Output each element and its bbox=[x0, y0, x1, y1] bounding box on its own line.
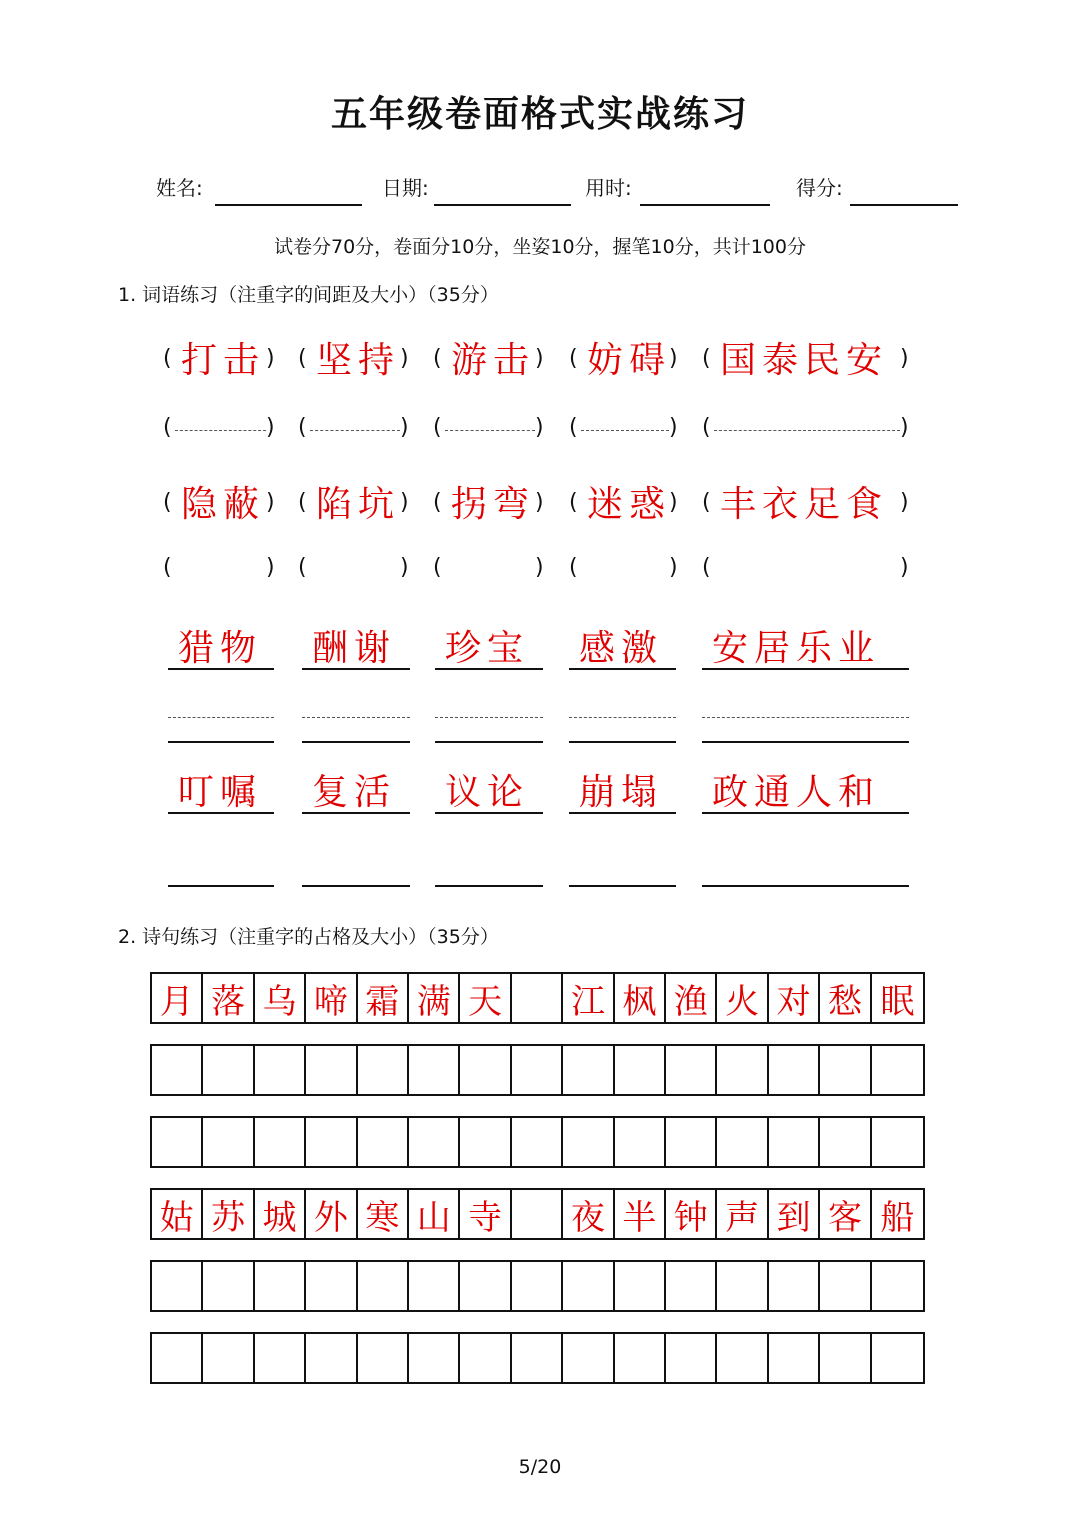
page-title: 五年级卷面格式实战练习 bbox=[330, 94, 749, 135]
close-paren: ) bbox=[900, 415, 909, 440]
answer-line[interactable] bbox=[569, 885, 676, 887]
practice-cell[interactable] bbox=[203, 1046, 254, 1094]
poem-char-cell: 钟 bbox=[666, 1190, 717, 1238]
practice-cell[interactable] bbox=[769, 1334, 820, 1382]
poem-char-cell: 月 bbox=[152, 974, 203, 1022]
poem-char-cell: 船 bbox=[880, 1197, 915, 1238]
practice-cell[interactable] bbox=[255, 1046, 306, 1094]
practice-cell[interactable] bbox=[152, 1118, 203, 1166]
practice-word: 议论 bbox=[445, 772, 530, 813]
section2-heading: 2. 诗句练习（注重字的占格及大小）（35分） bbox=[118, 926, 499, 948]
practice-word: 叮嘱 bbox=[178, 772, 263, 813]
poem-char-cell: 苏 bbox=[203, 1190, 254, 1238]
word-underline bbox=[168, 812, 274, 814]
practice-cell[interactable] bbox=[717, 1334, 768, 1382]
answer-line[interactable] bbox=[702, 885, 909, 887]
practice-cell[interactable] bbox=[306, 1334, 357, 1382]
word-underline bbox=[302, 668, 410, 670]
word-underline bbox=[168, 668, 274, 670]
practice-grid-row bbox=[150, 1044, 925, 1096]
practice-word: 坚持 bbox=[316, 340, 401, 381]
practice-cell[interactable] bbox=[306, 1046, 357, 1094]
practice-cell[interactable] bbox=[872, 1334, 923, 1382]
practice-cell[interactable] bbox=[409, 1046, 460, 1094]
answer-line[interactable] bbox=[435, 885, 543, 887]
practice-cell[interactable] bbox=[615, 1046, 666, 1094]
practice-word: 安居乐业 bbox=[712, 628, 881, 669]
open-paren: ( bbox=[298, 346, 307, 371]
practice-cell[interactable] bbox=[460, 1118, 511, 1166]
practice-word: 复活 bbox=[312, 772, 397, 813]
practice-cell[interactable] bbox=[872, 1046, 923, 1094]
open-paren: ( bbox=[569, 346, 578, 371]
practice-cell[interactable] bbox=[615, 1262, 666, 1310]
practice-cell[interactable] bbox=[666, 1262, 717, 1310]
answer-line[interactable] bbox=[302, 885, 410, 887]
poem-char-cell: 城 bbox=[255, 1190, 306, 1238]
practice-cell[interactable] bbox=[203, 1118, 254, 1166]
open-paren: ( bbox=[298, 415, 307, 440]
poem-grid-row bbox=[150, 1188, 925, 1240]
score-field[interactable] bbox=[850, 204, 958, 206]
practice-cell[interactable] bbox=[409, 1118, 460, 1166]
guide-line bbox=[702, 717, 909, 718]
open-paren: ( bbox=[163, 490, 172, 515]
practice-cell[interactable] bbox=[203, 1262, 254, 1310]
practice-grid-row bbox=[150, 1332, 925, 1384]
practice-cell[interactable] bbox=[820, 1046, 871, 1094]
answer-blank[interactable] bbox=[714, 555, 900, 585]
poem-char-cell: 愁 bbox=[820, 974, 871, 1022]
poem-grid-row bbox=[150, 972, 925, 1024]
practice-cell[interactable] bbox=[255, 1334, 306, 1382]
practice-cell[interactable] bbox=[255, 1118, 306, 1166]
practice-cell[interactable] bbox=[563, 1046, 614, 1094]
guide-line bbox=[302, 717, 410, 718]
answer-blank[interactable] bbox=[714, 415, 900, 445]
practice-cell[interactable] bbox=[563, 1334, 614, 1382]
open-paren: ( bbox=[702, 490, 711, 515]
poem-char-cell: 半 bbox=[615, 1190, 666, 1238]
close-paren: ) bbox=[400, 555, 409, 580]
practice-cell[interactable] bbox=[666, 1118, 717, 1166]
answer-blank[interactable] bbox=[310, 415, 400, 445]
close-paren: ) bbox=[535, 555, 544, 580]
practice-cell[interactable] bbox=[152, 1262, 203, 1310]
word-underline bbox=[302, 812, 410, 814]
practice-word: 猎物 bbox=[178, 628, 263, 669]
close-paren: ) bbox=[669, 490, 678, 515]
practice-cell[interactable] bbox=[512, 1262, 563, 1310]
guide-line bbox=[435, 717, 543, 718]
open-paren: ( bbox=[569, 555, 578, 580]
poem-char-cell: 眠 bbox=[880, 981, 915, 1022]
open-paren: ( bbox=[702, 346, 711, 371]
practice-word: 隐蔽 bbox=[181, 484, 266, 525]
practice-cell[interactable] bbox=[409, 1262, 460, 1310]
practice-cell[interactable] bbox=[769, 1118, 820, 1166]
time-field[interactable] bbox=[640, 204, 770, 206]
open-paren: ( bbox=[569, 415, 578, 440]
practice-cell[interactable] bbox=[512, 1334, 563, 1382]
practice-cell[interactable] bbox=[615, 1118, 666, 1166]
open-paren: ( bbox=[163, 555, 172, 580]
poem-char-cell: 天 bbox=[460, 974, 511, 1022]
poem-char-cell: 落 bbox=[203, 974, 254, 1022]
name-field[interactable] bbox=[215, 204, 362, 206]
open-paren: ( bbox=[433, 346, 442, 371]
answer-line[interactable] bbox=[569, 741, 676, 743]
answer-blank[interactable] bbox=[175, 555, 266, 585]
practice-cell[interactable] bbox=[203, 1334, 254, 1382]
practice-cell[interactable] bbox=[358, 1262, 409, 1310]
date-label: 日期: bbox=[382, 176, 429, 200]
close-paren: ) bbox=[266, 346, 275, 371]
practice-word: 迷惑 bbox=[587, 484, 672, 525]
answer-blank[interactable] bbox=[445, 555, 535, 585]
word-underline bbox=[435, 812, 543, 814]
practice-cell[interactable] bbox=[820, 1118, 871, 1166]
practice-cell[interactable] bbox=[820, 1262, 871, 1310]
practice-cell[interactable] bbox=[717, 1046, 768, 1094]
practice-cell[interactable] bbox=[666, 1334, 717, 1382]
time-label: 用时: bbox=[585, 176, 632, 200]
close-paren: ) bbox=[400, 415, 409, 440]
close-paren: ) bbox=[669, 415, 678, 440]
open-paren: ( bbox=[433, 555, 442, 580]
word-underline bbox=[702, 812, 909, 814]
poem-char-cell: 满 bbox=[409, 974, 460, 1022]
practice-cell[interactable] bbox=[820, 1334, 871, 1382]
date-field[interactable] bbox=[434, 204, 571, 206]
word-underline bbox=[569, 812, 676, 814]
practice-cell[interactable] bbox=[460, 1262, 511, 1310]
answer-line[interactable] bbox=[702, 741, 909, 743]
practice-grid-row bbox=[150, 1260, 925, 1312]
practice-word: 打击 bbox=[181, 340, 266, 381]
practice-cell[interactable] bbox=[769, 1046, 820, 1094]
practice-word: 拐弯 bbox=[451, 484, 536, 525]
practice-cell[interactable] bbox=[152, 1334, 203, 1382]
poem-char-cell bbox=[512, 974, 563, 1022]
poem-char-cell: 外 bbox=[306, 1190, 357, 1238]
close-paren: ) bbox=[266, 490, 275, 515]
answer-line[interactable] bbox=[435, 741, 543, 743]
poem-char-cell: 寺 bbox=[460, 1190, 511, 1238]
close-paren: ) bbox=[900, 555, 909, 580]
answer-blank[interactable] bbox=[581, 555, 669, 585]
open-paren: ( bbox=[433, 415, 442, 440]
poem-char-cell: 乌 bbox=[255, 974, 306, 1022]
poem-char-cell: 啼 bbox=[306, 974, 357, 1022]
answer-blank[interactable] bbox=[581, 415, 669, 445]
word-underline bbox=[702, 668, 909, 670]
practice-cell[interactable] bbox=[409, 1334, 460, 1382]
practice-word: 政通人和 bbox=[712, 772, 881, 813]
score-label: 得分: bbox=[796, 176, 843, 200]
close-paren: ) bbox=[535, 490, 544, 515]
practice-word: 感激 bbox=[579, 628, 664, 669]
poem-char-cell: 对 bbox=[769, 974, 820, 1022]
practice-cell[interactable] bbox=[717, 1118, 768, 1166]
name-label: 姓名: bbox=[156, 176, 203, 200]
practice-grid-row bbox=[150, 1116, 925, 1168]
poem-char-cell: 到 bbox=[769, 1190, 820, 1238]
practice-cell[interactable] bbox=[512, 1118, 563, 1166]
answer-blank[interactable] bbox=[310, 555, 400, 585]
open-paren: ( bbox=[569, 490, 578, 515]
close-paren: ) bbox=[400, 346, 409, 371]
practice-word: 崩塌 bbox=[579, 772, 664, 813]
practice-cell[interactable] bbox=[872, 1118, 923, 1166]
practice-cell[interactable] bbox=[512, 1046, 563, 1094]
practice-word: 酬谢 bbox=[312, 628, 397, 669]
score-note: 试卷分70分，卷面分10分，坐姿10分，握笔10分，共计100分 bbox=[274, 236, 806, 258]
practice-word: 游击 bbox=[451, 340, 536, 381]
practice-word: 珍宝 bbox=[445, 628, 530, 669]
close-paren: ) bbox=[669, 346, 678, 371]
open-paren: ( bbox=[163, 346, 172, 371]
section1-heading: 1. 词语练习（注重字的间距及大小）（35分） bbox=[118, 284, 499, 306]
close-paren: ) bbox=[266, 555, 275, 580]
poem-char-cell: 渔 bbox=[666, 974, 717, 1022]
close-paren: ) bbox=[266, 415, 275, 440]
poem-char-cell: 霜 bbox=[358, 974, 409, 1022]
answer-line[interactable] bbox=[168, 741, 274, 743]
answer-blank[interactable] bbox=[445, 415, 535, 445]
page-number: 5/20 bbox=[518, 1456, 562, 1478]
answer-blank[interactable] bbox=[175, 415, 266, 445]
guide-line bbox=[168, 717, 274, 718]
practice-word: 国泰民安 bbox=[720, 340, 889, 381]
practice-cell[interactable] bbox=[358, 1334, 409, 1382]
practice-cell[interactable] bbox=[460, 1046, 511, 1094]
practice-cell[interactable] bbox=[615, 1334, 666, 1382]
word-underline bbox=[435, 668, 543, 670]
close-paren: ) bbox=[535, 415, 544, 440]
open-paren: ( bbox=[298, 490, 307, 515]
poem-char-cell: 枫 bbox=[615, 974, 666, 1022]
practice-cell[interactable] bbox=[769, 1262, 820, 1310]
close-paren: ) bbox=[535, 346, 544, 371]
practice-cell[interactable] bbox=[563, 1118, 614, 1166]
poem-char-cell: 姑 bbox=[152, 1190, 203, 1238]
open-paren: ( bbox=[433, 490, 442, 515]
open-paren: ( bbox=[702, 415, 711, 440]
answer-line[interactable] bbox=[302, 741, 410, 743]
close-paren: ) bbox=[400, 490, 409, 515]
practice-cell[interactable] bbox=[255, 1262, 306, 1310]
guide-line bbox=[569, 717, 676, 718]
poem-char-cell bbox=[512, 1190, 563, 1238]
practice-cell[interactable] bbox=[306, 1262, 357, 1310]
practice-cell[interactable] bbox=[358, 1118, 409, 1166]
word-underline bbox=[569, 668, 676, 670]
practice-word: 丰衣足食 bbox=[720, 484, 889, 525]
practice-word: 妨碍 bbox=[587, 340, 672, 381]
answer-line[interactable] bbox=[168, 885, 274, 887]
poem-char-cell: 声 bbox=[717, 1190, 768, 1238]
practice-cell[interactable] bbox=[872, 1262, 923, 1310]
practice-cell[interactable] bbox=[306, 1118, 357, 1166]
practice-cell[interactable] bbox=[460, 1334, 511, 1382]
open-paren: ( bbox=[702, 555, 711, 580]
poem-char-cell: 寒 bbox=[358, 1190, 409, 1238]
practice-cell[interactable] bbox=[358, 1046, 409, 1094]
practice-cell[interactable] bbox=[717, 1262, 768, 1310]
practice-cell[interactable] bbox=[563, 1262, 614, 1310]
practice-cell[interactable] bbox=[152, 1046, 203, 1094]
practice-cell[interactable] bbox=[666, 1046, 717, 1094]
poem-char-cell: 客 bbox=[820, 1190, 871, 1238]
poem-char-cell: 火 bbox=[717, 974, 768, 1022]
close-paren: ) bbox=[669, 555, 678, 580]
practice-word: 陷坑 bbox=[316, 484, 401, 525]
open-paren: ( bbox=[298, 555, 307, 580]
close-paren: ) bbox=[900, 490, 909, 515]
poem-char-cell: 江 bbox=[563, 974, 614, 1022]
close-paren: ) bbox=[900, 346, 909, 371]
open-paren: ( bbox=[163, 415, 172, 440]
poem-char-cell: 夜 bbox=[563, 1190, 614, 1238]
poem-char-cell: 山 bbox=[409, 1190, 460, 1238]
